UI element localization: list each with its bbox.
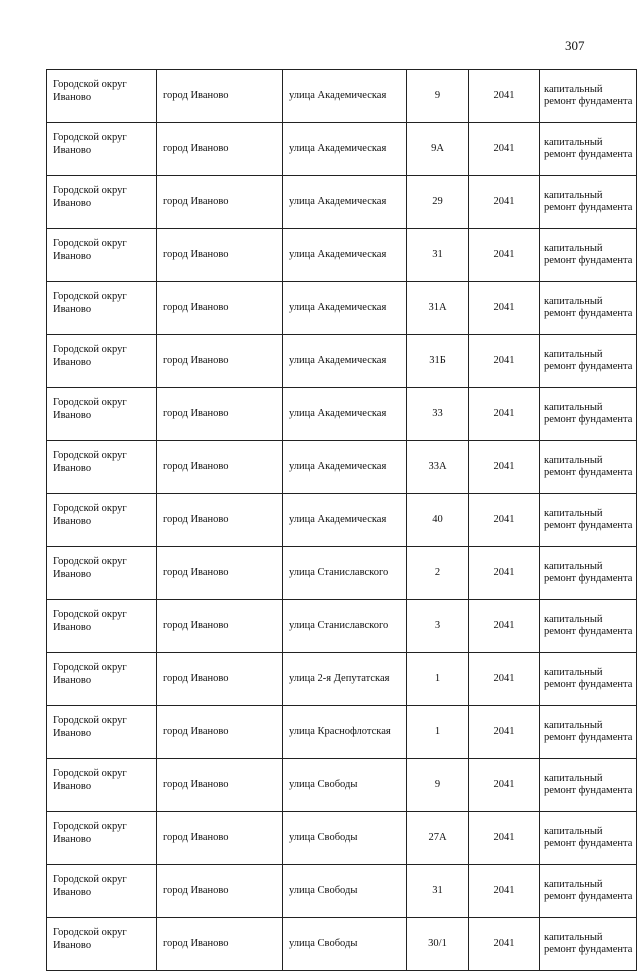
house-number-cell: 9 bbox=[407, 759, 469, 812]
street-cell: улица Академическая bbox=[283, 335, 407, 388]
city-cell: город Иваново bbox=[157, 282, 283, 335]
city-cell: город Иваново bbox=[157, 388, 283, 441]
table-row bbox=[47, 759, 637, 812]
work-type-cell: капитальный ремонт фундамента bbox=[540, 600, 637, 653]
municipal-district-cell: Городской округ Иваново bbox=[47, 812, 157, 865]
street-cell: улица Академическая bbox=[283, 494, 407, 547]
street-cell: улица Свободы bbox=[283, 918, 407, 971]
work-type-cell: капитальный ремонт фундамента bbox=[540, 123, 637, 176]
house-number-cell: 9А bbox=[407, 123, 469, 176]
work-type-cell: капитальный ремонт фундамента bbox=[540, 759, 637, 812]
registry-table-body bbox=[47, 70, 637, 971]
work-type-cell: капитальный ремонт фундамента bbox=[540, 812, 637, 865]
street-cell: улица Свободы bbox=[283, 865, 407, 918]
page-number: 307 bbox=[565, 38, 585, 53]
work-type-cell: капитальный ремонт фундамента bbox=[540, 335, 637, 388]
city-cell: город Иваново bbox=[157, 812, 283, 865]
planned-year-cell: 2041 bbox=[469, 123, 540, 176]
planned-year-cell: 2041 bbox=[469, 229, 540, 282]
table-row bbox=[47, 282, 637, 335]
municipal-district-cell: Городской округ Иваново bbox=[47, 865, 157, 918]
work-type-cell: капитальный ремонт фундамента bbox=[540, 494, 637, 547]
street-cell: улица Свободы bbox=[283, 812, 407, 865]
street-cell: улица 2-я Депутатская bbox=[283, 653, 407, 706]
planned-year-cell: 2041 bbox=[469, 441, 540, 494]
municipal-district-cell: Городской округ Иваново bbox=[47, 176, 157, 229]
planned-year-cell: 2041 bbox=[469, 706, 540, 759]
municipal-district-cell: Городской округ Иваново bbox=[47, 335, 157, 388]
municipal-district-cell: Городской округ Иваново bbox=[47, 706, 157, 759]
planned-year-cell: 2041 bbox=[469, 865, 540, 918]
street-cell: улица Академическая bbox=[283, 441, 407, 494]
city-cell: город Иваново bbox=[157, 335, 283, 388]
table-row bbox=[47, 441, 637, 494]
city-cell: город Иваново bbox=[157, 865, 283, 918]
work-type-cell: капитальный ремонт фундамента bbox=[540, 547, 637, 600]
street-cell: улица Свободы bbox=[283, 759, 407, 812]
table-row bbox=[47, 388, 637, 441]
city-cell: город Иваново bbox=[157, 547, 283, 600]
work-type-cell: капитальный ремонт фундамента bbox=[540, 706, 637, 759]
street-cell: улица Станиславского bbox=[283, 547, 407, 600]
house-number-cell: 3 bbox=[407, 600, 469, 653]
street-cell: улица Академическая bbox=[283, 176, 407, 229]
house-number-cell: 40 bbox=[407, 494, 469, 547]
work-type-cell: капитальный ремонт фундамента bbox=[540, 229, 637, 282]
house-number-cell: 9 bbox=[407, 70, 469, 123]
street-cell: улица Академическая bbox=[283, 388, 407, 441]
city-cell: город Иваново bbox=[157, 123, 283, 176]
municipal-district-cell: Городской округ Иваново bbox=[47, 70, 157, 123]
city-cell: город Иваново bbox=[157, 441, 283, 494]
work-type-cell: капитальный ремонт фундамента bbox=[540, 441, 637, 494]
table-row bbox=[47, 600, 637, 653]
planned-year-cell: 2041 bbox=[469, 547, 540, 600]
house-number-cell: 1 bbox=[407, 653, 469, 706]
street-cell: улица Станиславского bbox=[283, 600, 407, 653]
house-number-cell: 31А bbox=[407, 282, 469, 335]
table-row bbox=[47, 494, 637, 547]
planned-year-cell: 2041 bbox=[469, 918, 540, 971]
planned-year-cell: 2041 bbox=[469, 176, 540, 229]
city-cell: город Иваново bbox=[157, 70, 283, 123]
street-cell: улица Академическая bbox=[283, 123, 407, 176]
city-cell: город Иваново bbox=[157, 494, 283, 547]
house-number-cell: 31 bbox=[407, 229, 469, 282]
house-number-cell: 1 bbox=[407, 706, 469, 759]
municipal-district-cell: Городской округ Иваново bbox=[47, 600, 157, 653]
planned-year-cell: 2041 bbox=[469, 388, 540, 441]
street-cell: улица Академическая bbox=[283, 282, 407, 335]
municipal-district-cell: Городской округ Иваново bbox=[47, 282, 157, 335]
work-type-cell: капитальный ремонт фундамента bbox=[540, 918, 637, 971]
street-cell: улица Краснофлотская bbox=[283, 706, 407, 759]
municipal-district-cell: Городской округ Иваново bbox=[47, 918, 157, 971]
city-cell: город Иваново bbox=[157, 759, 283, 812]
table-row bbox=[47, 70, 637, 123]
registry-table bbox=[46, 69, 637, 971]
planned-year-cell: 2041 bbox=[469, 70, 540, 123]
planned-year-cell: 2041 bbox=[469, 282, 540, 335]
table-row bbox=[47, 706, 637, 759]
planned-year-cell: 2041 bbox=[469, 653, 540, 706]
city-cell: город Иваново bbox=[157, 706, 283, 759]
house-number-cell: 2 bbox=[407, 547, 469, 600]
planned-year-cell: 2041 bbox=[469, 812, 540, 865]
table-row bbox=[47, 229, 637, 282]
planned-year-cell: 2041 bbox=[469, 335, 540, 388]
municipal-district-cell: Городской округ Иваново bbox=[47, 653, 157, 706]
city-cell: город Иваново bbox=[157, 918, 283, 971]
city-cell: город Иваново bbox=[157, 600, 283, 653]
table-row bbox=[47, 653, 637, 706]
city-cell: город Иваново bbox=[157, 653, 283, 706]
house-number-cell: 27А bbox=[407, 812, 469, 865]
planned-year-cell: 2041 bbox=[469, 494, 540, 547]
work-type-cell: капитальный ремонт фундамента bbox=[540, 653, 637, 706]
house-number-cell: 33А bbox=[407, 441, 469, 494]
table-row bbox=[47, 335, 637, 388]
table-row bbox=[47, 812, 637, 865]
municipal-district-cell: Городской округ Иваново bbox=[47, 547, 157, 600]
work-type-cell: капитальный ремонт фундамента bbox=[540, 865, 637, 918]
work-type-cell: капитальный ремонт фундамента bbox=[540, 388, 637, 441]
work-type-cell: капитальный ремонт фундамента bbox=[540, 176, 637, 229]
work-type-cell: капитальный ремонт фундамента bbox=[540, 282, 637, 335]
municipal-district-cell: Городской округ Иваново bbox=[47, 388, 157, 441]
municipal-district-cell: Городской округ Иваново bbox=[47, 229, 157, 282]
house-number-cell: 29 bbox=[407, 176, 469, 229]
table-row bbox=[47, 918, 637, 971]
city-cell: город Иваново bbox=[157, 176, 283, 229]
house-number-cell: 33 bbox=[407, 388, 469, 441]
municipal-district-cell: Городской округ Иваново bbox=[47, 759, 157, 812]
municipal-district-cell: Городской округ Иваново bbox=[47, 441, 157, 494]
table-row bbox=[47, 865, 637, 918]
table-row bbox=[47, 176, 637, 229]
planned-year-cell: 2041 bbox=[469, 759, 540, 812]
municipal-district-cell: Городской округ Иваново bbox=[47, 123, 157, 176]
planned-year-cell: 2041 bbox=[469, 600, 540, 653]
street-cell: улица Академическая bbox=[283, 229, 407, 282]
house-number-cell: 30/1 bbox=[407, 918, 469, 971]
work-type-cell: капитальный ремонт фундамента bbox=[540, 70, 637, 123]
house-number-cell: 31 bbox=[407, 865, 469, 918]
table-row bbox=[47, 123, 637, 176]
city-cell: город Иваново bbox=[157, 229, 283, 282]
house-number-cell: 31Б bbox=[407, 335, 469, 388]
table-row bbox=[47, 547, 637, 600]
street-cell: улица Академическая bbox=[283, 70, 407, 123]
municipal-district-cell: Городской округ Иваново bbox=[47, 494, 157, 547]
